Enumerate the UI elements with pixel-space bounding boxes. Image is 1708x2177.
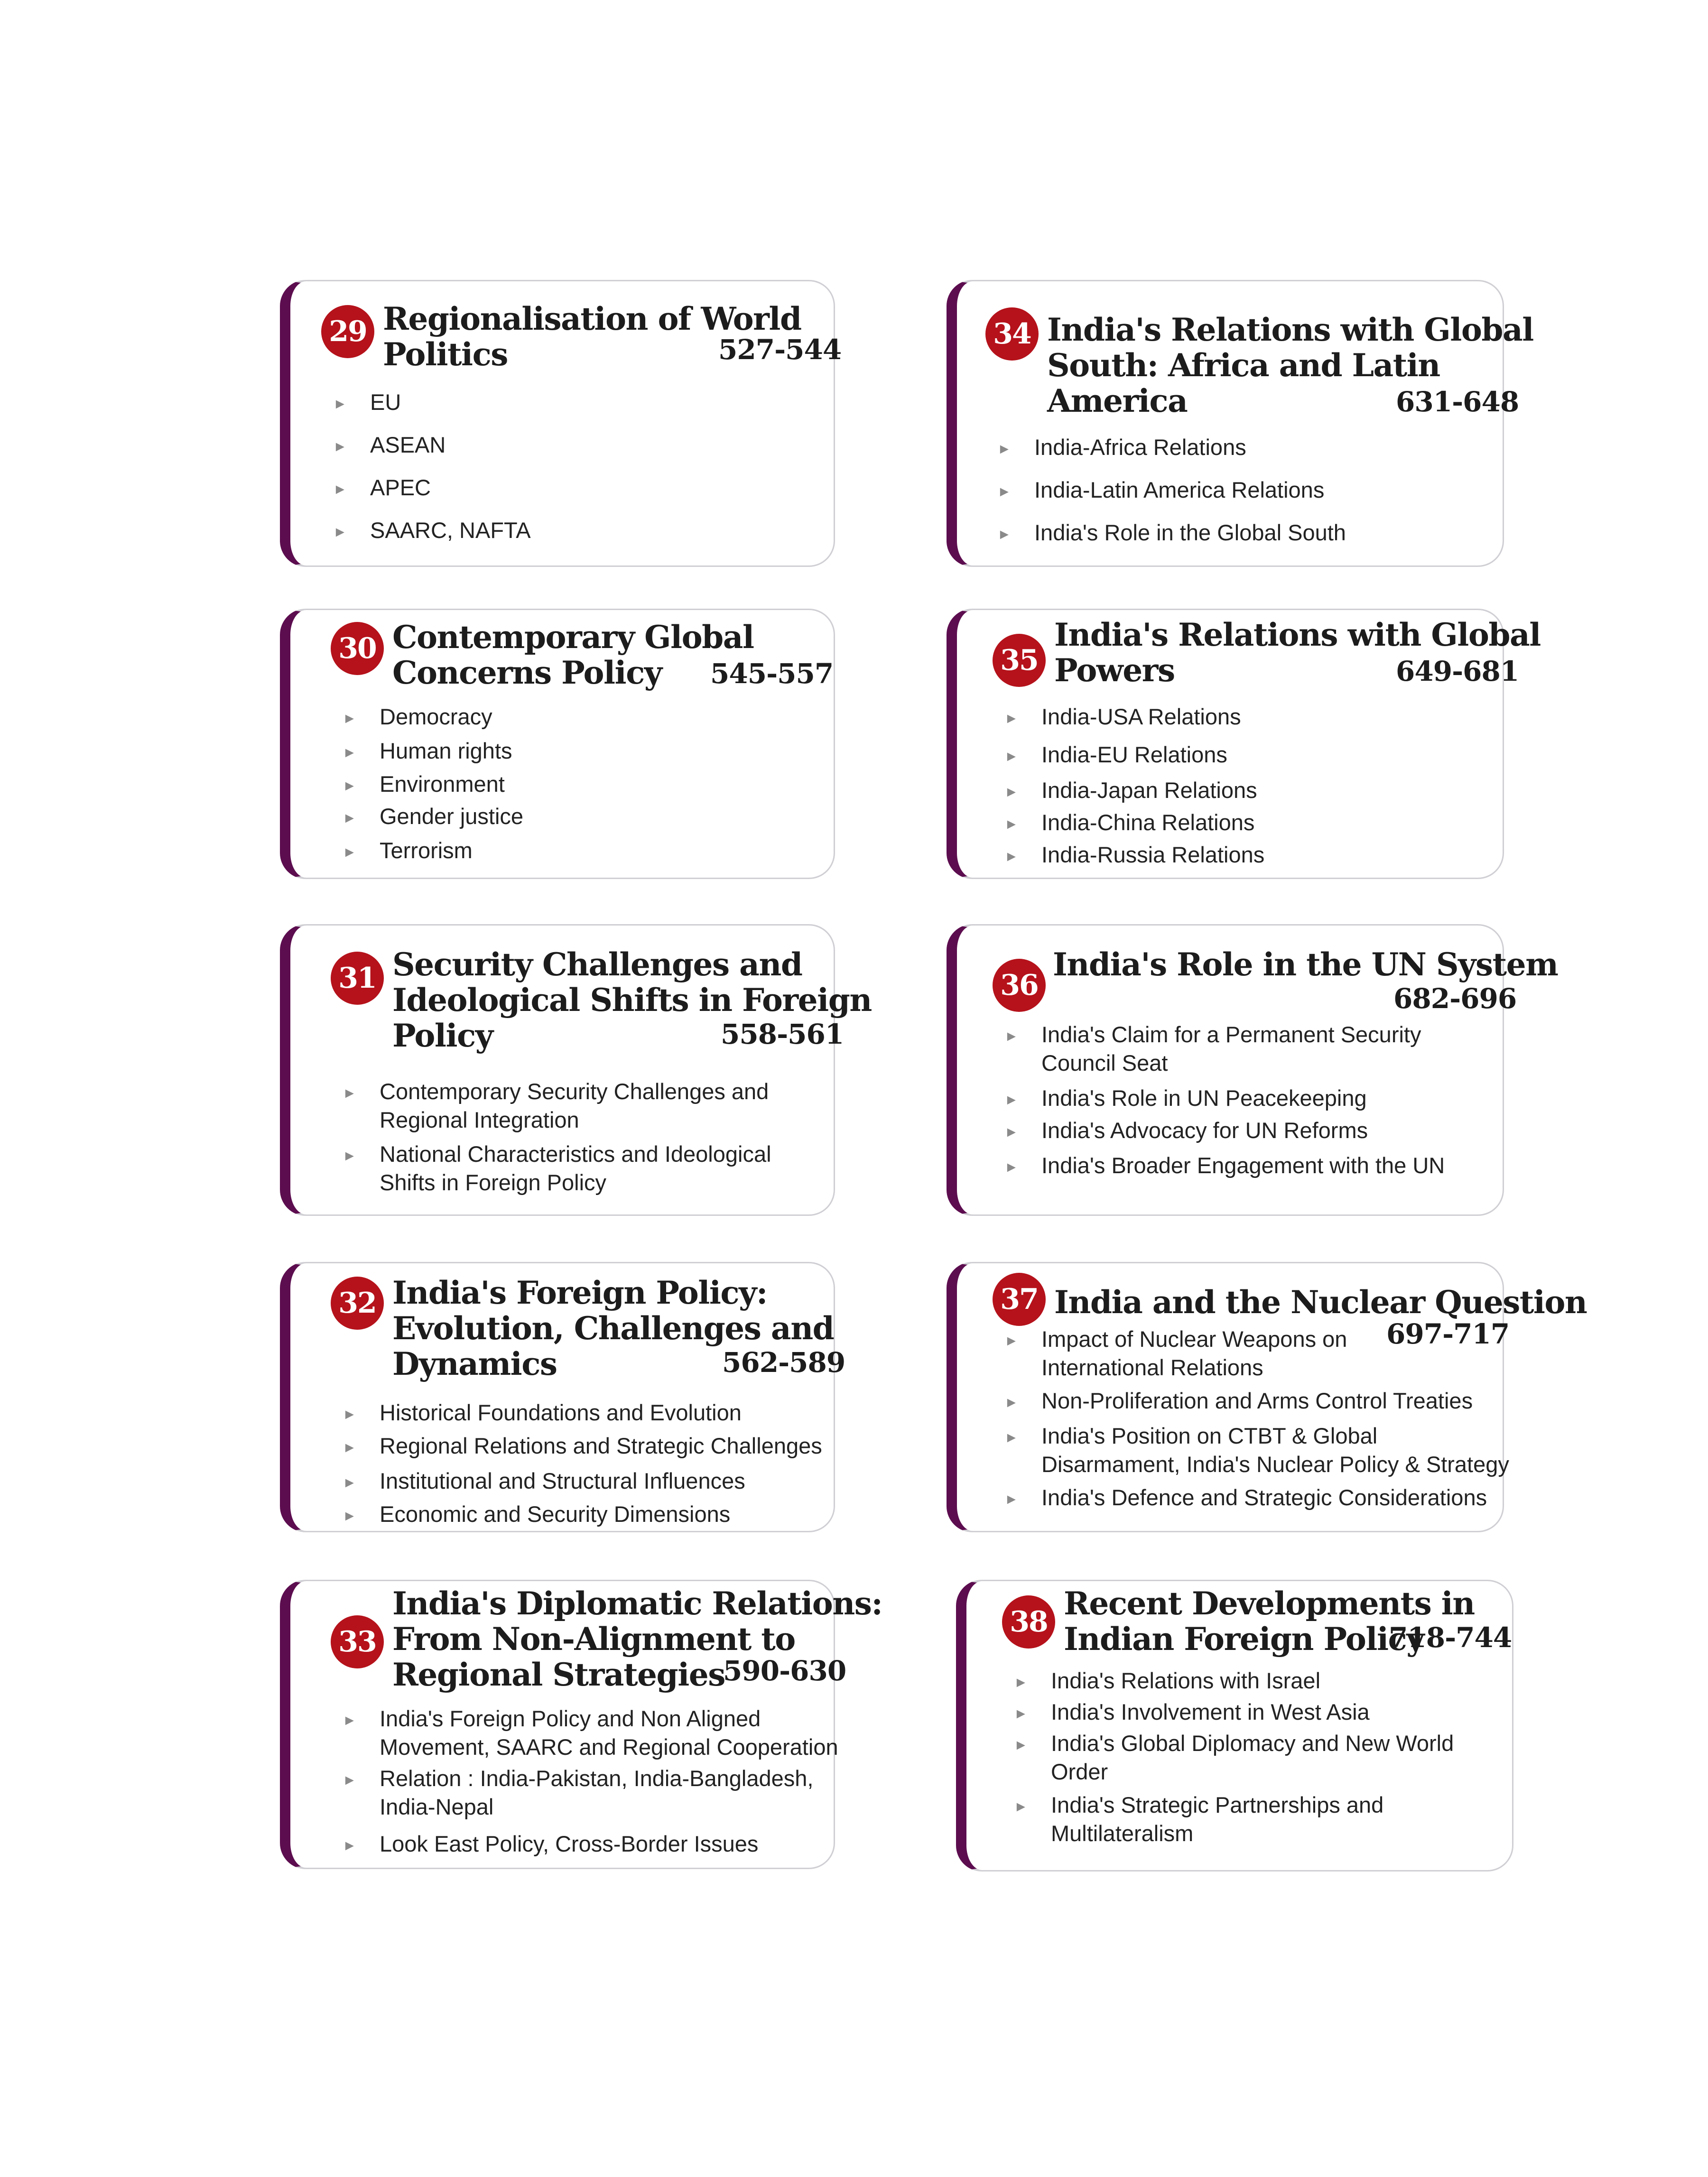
topic-text-line: Movement, SAARC and Regional Cooperation	[380, 1734, 838, 1760]
chapter-topic-list	[1004, 1020, 1445, 1180]
chapter-number-badge: 30	[331, 622, 384, 675]
chapter-topic-list	[1004, 703, 1264, 869]
right-triangle-icon: ►	[343, 1508, 357, 1524]
topic-text	[1041, 841, 1264, 869]
topic-text	[1041, 808, 1264, 837]
chapter-number-badge: 37	[993, 1273, 1046, 1326]
chapter-topic-list	[1014, 1667, 1454, 1848]
topic-list-item	[343, 1140, 771, 1197]
topic-list-item	[343, 802, 523, 831]
topic-list-item	[343, 1705, 838, 1761]
chapter-title-line: America	[1047, 382, 1188, 419]
topic-text	[380, 1500, 822, 1529]
topic-list-item	[343, 1077, 771, 1134]
chapter-card-38	[956, 1580, 1513, 1871]
right-triangle-icon: ►	[343, 711, 357, 726]
topic-list-item	[997, 476, 1346, 504]
topic-list-item	[343, 703, 523, 731]
chapter-page-range: 545-557	[710, 658, 834, 690]
chapter-topic-list	[1004, 1325, 1509, 1512]
chapter-topic-list	[343, 1705, 838, 1858]
topic-text-line: India's Claim for a Permanent Security	[1041, 1022, 1421, 1047]
topic-text	[380, 1467, 822, 1495]
chapter-card-29	[280, 280, 842, 567]
right-triangle-icon: ►	[343, 778, 357, 794]
chapter-number-badge: 38	[1002, 1595, 1055, 1649]
topic-text	[1041, 1084, 1445, 1112]
chapter-card-36	[947, 924, 1558, 1216]
topic-text-line: Disarmament, India's Nuclear Policy & Strategy	[1041, 1452, 1509, 1477]
topic-list-item	[343, 1467, 822, 1495]
right-triangle-icon: ►	[997, 441, 1012, 457]
right-triangle-icon: ►	[343, 1772, 357, 1788]
right-triangle-icon: ►	[343, 810, 357, 826]
right-triangle-icon: ►	[343, 1085, 357, 1101]
chapter-page-range: 562-589	[722, 1346, 845, 1379]
topic-text-line: Non-Proliferation and Arms Control Treaties	[1041, 1388, 1473, 1413]
topic-list-item	[333, 516, 531, 545]
right-triangle-icon: ►	[1014, 1799, 1028, 1815]
chapter-page-range: 649-681	[1396, 655, 1519, 687]
chapter-title-line: Ideological Shifts in Foreign	[392, 982, 872, 1019]
topic-text	[380, 737, 523, 765]
topic-text-line: Contemporary Security Challenges and	[380, 1079, 769, 1104]
topic-list-item	[1004, 703, 1264, 731]
topic-list-item	[1004, 1325, 1509, 1382]
topic-text-line: India's Broader Engagement with the UN	[1041, 1153, 1445, 1178]
right-triangle-icon: ►	[1004, 849, 1019, 864]
topic-list-item	[1014, 1667, 1454, 1695]
topic-text-line: Regional Relations and Strategic Challenges	[380, 1433, 822, 1458]
chapter-title-line: Dynamics	[392, 1345, 557, 1382]
topic-text-line: Multilateralism	[1051, 1821, 1194, 1846]
chapter-number-badge: 35	[993, 634, 1046, 687]
chapter-title-line: Politics	[383, 336, 508, 373]
chapter-card-34	[947, 280, 1533, 567]
topic-text-line: Terrorism	[380, 838, 473, 863]
topic-list-item	[1014, 1729, 1454, 1786]
chapter-title-line: India's Foreign Policy:	[392, 1274, 767, 1311]
topic-list-item	[343, 770, 523, 798]
right-triangle-icon: ►	[1004, 1491, 1019, 1507]
topic-list-item	[343, 836, 523, 865]
topic-text	[370, 431, 531, 459]
topic-text	[1041, 776, 1264, 805]
topic-text-line: SAARC, NAFTA	[370, 518, 531, 543]
topic-text	[380, 1399, 822, 1427]
chapter-number-badge: 36	[993, 959, 1046, 1012]
right-triangle-icon: ►	[1004, 711, 1019, 726]
topic-list-item	[343, 1432, 822, 1460]
topic-text	[1041, 1483, 1509, 1512]
topic-text	[1041, 1116, 1445, 1145]
right-triangle-icon: ►	[343, 1713, 357, 1728]
topic-text-line: India-Latin America Relations	[1034, 477, 1325, 502]
topic-text-line: India's Strategic Partnerships and	[1051, 1792, 1384, 1817]
chapter-title-line: Indian Foreign Policy	[1064, 1621, 1424, 1658]
right-triangle-icon: ►	[1004, 1028, 1019, 1044]
topic-list-item	[343, 737, 523, 765]
topic-text	[380, 1432, 822, 1460]
topic-text-line: India's Foreign Policy and Non Aligned	[380, 1706, 761, 1731]
topic-text-line: Democracy	[380, 704, 492, 729]
topic-text-line: International Relations	[1041, 1355, 1263, 1380]
chapter-title-line: Regional Strategies	[392, 1656, 725, 1693]
right-triangle-icon: ►	[343, 1407, 357, 1422]
right-triangle-icon: ►	[343, 745, 357, 760]
topic-text-line: India's Advocacy for UN Reforms	[1041, 1118, 1368, 1143]
chapter-card-31	[280, 924, 872, 1216]
topic-list-item	[997, 519, 1346, 547]
chapter-title	[1053, 947, 1558, 982]
topic-text	[1051, 1698, 1454, 1726]
topic-text	[380, 1705, 838, 1761]
chapter-title	[392, 620, 754, 691]
topic-list-item	[333, 431, 531, 459]
topic-text-line: Human rights	[380, 738, 512, 763]
topic-text-line: India's Position on CTBT & Global	[1041, 1423, 1378, 1448]
topic-list-item	[1004, 1151, 1445, 1180]
topic-text-line: National Characteristics and Ideological	[380, 1141, 771, 1167]
topic-text	[1041, 703, 1264, 731]
chapter-title-line: India and the Nuclear Question	[1054, 1284, 1587, 1321]
topic-text	[380, 836, 523, 865]
topic-text-line: India's Role in the Global South	[1034, 520, 1346, 545]
chapter-title-line: India's Role in the UN System	[1053, 946, 1558, 983]
chapter-title-line: South: Africa and Latin	[1047, 347, 1440, 384]
topic-text-line: India's Global Diplomacy and New World	[1051, 1731, 1454, 1756]
topic-list-item	[1004, 741, 1264, 769]
right-triangle-icon: ►	[1004, 749, 1019, 764]
topic-text-line: India's Relations with Israel	[1051, 1668, 1321, 1693]
topic-list-item	[1014, 1791, 1454, 1848]
chapter-title-line: Contemporary Global	[392, 619, 754, 656]
topic-text	[380, 1830, 838, 1858]
topic-text-line: Shifts in Foreign Policy	[380, 1170, 607, 1195]
chapter-card-30	[280, 609, 835, 879]
right-triangle-icon: ►	[1004, 1092, 1019, 1108]
chapter-topic-list	[997, 433, 1346, 547]
topic-text-line: India-Nepal	[380, 1794, 494, 1819]
chapter-card-32	[280, 1262, 845, 1532]
chapter-number-badge: 29	[321, 305, 374, 358]
chapter-title-line: From Non-Alignment to	[392, 1621, 795, 1658]
topic-list-item	[1004, 1387, 1509, 1415]
right-triangle-icon: ►	[1014, 1706, 1028, 1722]
topic-list-item	[1004, 841, 1264, 869]
chapter-card-37	[947, 1262, 1587, 1532]
chapter-title-line: Regionalisation of World	[383, 300, 801, 337]
right-triangle-icon: ►	[1004, 1124, 1019, 1140]
topic-text-line: India-USA Relations	[1041, 704, 1241, 729]
topic-text-line: India's Role in UN Peacekeeping	[1041, 1085, 1367, 1111]
topic-text	[380, 1764, 838, 1821]
chapter-title-line: India's Relations with Global	[1047, 311, 1533, 348]
topic-list-item	[1004, 1422, 1509, 1479]
topic-text-line: India-Japan Relations	[1041, 778, 1257, 803]
topic-text-line: Environment	[380, 771, 505, 797]
right-triangle-icon: ►	[997, 527, 1012, 542]
right-triangle-icon: ►	[343, 844, 357, 860]
right-triangle-icon: ►	[333, 482, 347, 497]
chapter-title-line: Powers	[1054, 652, 1175, 689]
topic-text	[1051, 1667, 1454, 1695]
topic-list-item	[343, 1830, 838, 1858]
right-triangle-icon: ►	[1004, 1395, 1019, 1410]
chapter-topic-list	[343, 1399, 822, 1529]
right-triangle-icon: ►	[343, 1475, 357, 1491]
topic-text	[1034, 433, 1346, 462]
topic-list-item	[343, 1399, 822, 1427]
chapter-topic-list	[333, 388, 531, 545]
chapter-page-range: 527-544	[718, 333, 842, 366]
topic-text-line: Relation : India-Pakistan, India-Bangladesh,	[380, 1766, 814, 1791]
chapter-page-range: 697-717	[1386, 1318, 1510, 1350]
chapter-topic-list	[343, 703, 523, 865]
topic-list-item	[1004, 1116, 1445, 1145]
topic-text	[380, 802, 523, 831]
topic-text-line: Impact of Nuclear Weapons on	[1041, 1326, 1347, 1352]
topic-text	[1034, 519, 1346, 547]
topic-list-item	[1004, 1483, 1509, 1512]
topic-text-line: India-China Relations	[1041, 810, 1255, 835]
topic-text-line: Economic and Security Dimensions	[380, 1501, 731, 1527]
topic-list-item	[1004, 776, 1264, 805]
topic-text	[1041, 741, 1264, 769]
topic-text-line: Historical Foundations and Evolution	[380, 1400, 742, 1425]
chapter-title-line: Evolution, Challenges and	[392, 1310, 834, 1347]
chapter-page-range: 718-744	[1389, 1621, 1512, 1654]
topic-list-item	[333, 473, 531, 502]
chapter-title-line: Concerns Policy	[392, 654, 662, 691]
chapter-title-line: Recent Developments in	[1064, 1585, 1475, 1622]
topic-text-line: India's Defence and Strategic Considerations	[1041, 1485, 1487, 1510]
right-triangle-icon: ►	[1004, 1159, 1019, 1175]
chapter-title-line: India's Diplomatic Relations:	[392, 1585, 882, 1622]
right-triangle-icon: ►	[343, 1440, 357, 1455]
topic-text	[1034, 476, 1346, 504]
right-triangle-icon: ►	[343, 1148, 357, 1164]
right-triangle-icon: ►	[997, 484, 1012, 500]
topic-text-line: Regional Integration	[380, 1107, 579, 1132]
topic-text	[370, 516, 531, 545]
topic-text-line: Order	[1051, 1759, 1108, 1784]
right-triangle-icon: ►	[333, 524, 347, 540]
topic-text	[1051, 1791, 1454, 1848]
right-triangle-icon: ►	[333, 396, 347, 412]
topic-text-line: ASEAN	[370, 432, 446, 457]
topic-text	[380, 770, 523, 798]
topic-text-line: India-Russia Relations	[1041, 842, 1265, 867]
topic-text	[1041, 1020, 1445, 1077]
chapter-title-line: Security Challenges and	[392, 946, 802, 983]
topic-text	[1051, 1729, 1454, 1786]
chapter-number-badge: 34	[985, 307, 1039, 361]
chapter-page-range: 558-561	[721, 1018, 844, 1050]
topic-list-item	[343, 1764, 838, 1821]
right-triangle-icon: ►	[333, 439, 347, 454]
topic-text-line: Council Seat	[1041, 1050, 1168, 1075]
topic-list-item	[1004, 1020, 1445, 1077]
topic-text	[1041, 1325, 1509, 1382]
chapter-title-line: Policy	[392, 1017, 493, 1054]
chapter-card-33	[280, 1580, 882, 1869]
chapter-title	[1054, 1285, 1587, 1320]
right-triangle-icon: ►	[1014, 1737, 1028, 1753]
topic-text	[1041, 1422, 1509, 1479]
topic-text	[380, 703, 523, 731]
topic-text-line: India-EU Relations	[1041, 742, 1227, 767]
topic-list-item	[997, 433, 1346, 462]
topic-text	[1041, 1387, 1509, 1415]
topic-text-line: India's Involvement in West Asia	[1051, 1699, 1370, 1724]
topic-list-item	[343, 1500, 822, 1529]
topic-text-line: APEC	[370, 475, 431, 500]
topic-text	[370, 388, 531, 417]
chapter-topic-list	[343, 1077, 771, 1197]
right-triangle-icon: ►	[1004, 816, 1019, 832]
chapter-page-range: 682-696	[1393, 982, 1517, 1015]
chapter-card-35	[947, 609, 1541, 879]
topic-list-item	[333, 388, 531, 417]
chapter-page-range: 631-648	[1396, 386, 1519, 418]
chapter-title-line: India's Relations with Global	[1054, 616, 1541, 653]
topic-text-line: Look East Policy, Cross-Border Issues	[380, 1831, 759, 1856]
topic-text	[1041, 1151, 1445, 1180]
right-triangle-icon: ►	[1004, 1333, 1019, 1349]
right-triangle-icon: ►	[343, 1838, 357, 1853]
topic-text	[380, 1077, 771, 1134]
topic-text-line: EU	[370, 389, 401, 415]
topic-text-line: India-Africa Relations	[1034, 435, 1246, 460]
chapter-number-badge: 32	[331, 1277, 384, 1330]
topic-list-item	[1014, 1698, 1454, 1726]
right-triangle-icon: ►	[1004, 1430, 1019, 1445]
topic-list-item	[1004, 1084, 1445, 1112]
topic-text-line: Gender justice	[380, 804, 524, 829]
topic-text	[370, 473, 531, 502]
chapter-number-badge: 31	[331, 952, 384, 1005]
topic-list-item	[1004, 808, 1264, 837]
chapter-page-range: 590-630	[723, 1655, 846, 1687]
right-triangle-icon: ►	[1004, 784, 1019, 800]
chapter-number-badge: 33	[331, 1615, 384, 1668]
topic-text	[380, 1140, 771, 1197]
topic-text-line: Institutional and Structural Influences	[380, 1468, 745, 1493]
right-triangle-icon: ►	[1014, 1675, 1028, 1690]
